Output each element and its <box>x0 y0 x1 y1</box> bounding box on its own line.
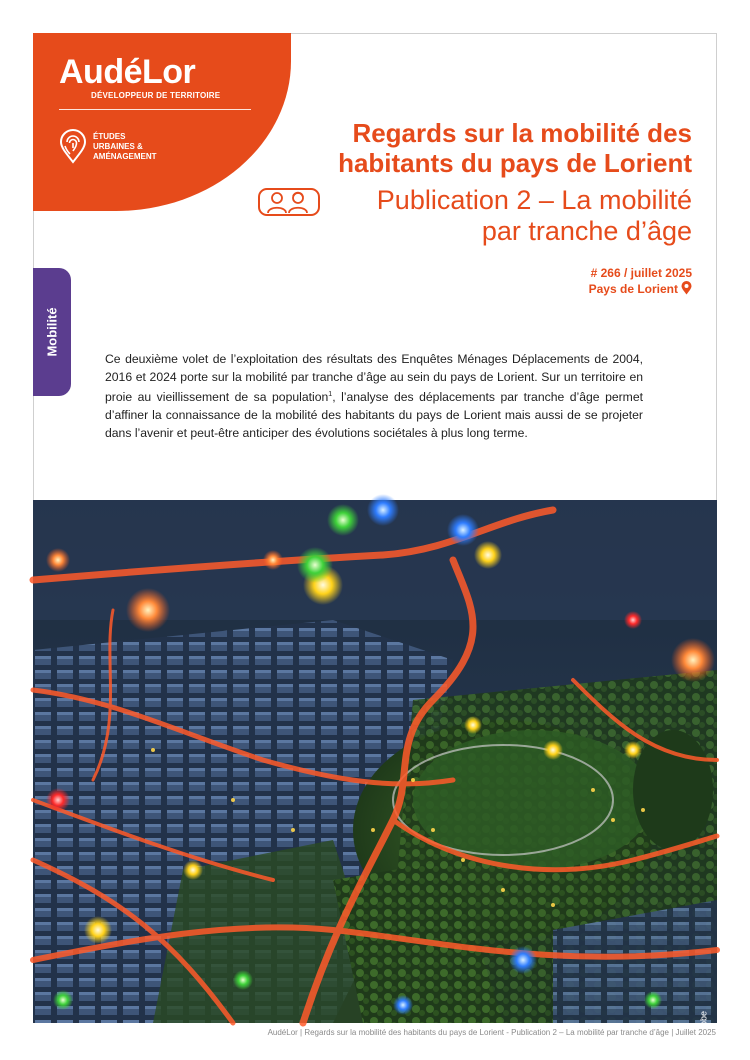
subtitle-line-2: par tranche d’âge <box>481 216 692 246</box>
section-line-3: AMÉNAGEMENT <box>93 152 157 161</box>
title-line-2: habitants du pays de Lorient <box>338 148 692 178</box>
page-title <box>338 118 692 178</box>
people-icon <box>258 187 320 217</box>
footnote-ref: 1 <box>328 391 333 398</box>
photo-credit: © Adobe <box>699 1011 709 1046</box>
brand-tagline: DÉVELOPPEUR DE TERRITOIRE <box>91 91 221 100</box>
theme-label: Mobilité <box>44 307 60 357</box>
issue-area: Pays de Lorient <box>588 282 678 296</box>
theme-tab <box>33 268 71 396</box>
issue-info <box>589 266 692 297</box>
title-line-1: Regards sur la mobilité des <box>352 118 692 148</box>
intro-paragraph <box>105 350 643 442</box>
brand-divider <box>59 109 251 110</box>
section-line-1: ÉTUDES <box>93 132 126 141</box>
fingerprint-pin-icon <box>59 130 87 164</box>
page-footer: AudéLor | Regards sur la mobilité des habitants du pays de Lorient - Publication 2 – La mobilité par tranche d’âge | Juillet 2025 <box>267 1028 716 1037</box>
publication-subtitle <box>377 185 692 247</box>
section-badge <box>59 130 157 169</box>
brand-logo: AudéLor <box>59 53 196 91</box>
issue-number-date: # 266 / juillet 2025 <box>590 266 692 280</box>
intro-text-end: , l’analyse des déplacements par tranche d’âge permet d’affiner la connaissance de la mobilité des habitants du pays de Lorient mais aussi de se projeter dans l’avenir et peut-être anticiper des évolutions sociétales à plus long terme. <box>105 390 644 441</box>
intro-text-start: Ce deuxième volet de l’exploitation des résultats des Enquêtes Ménages Déplacements de 2004, 2016 et 2024 porte sur la mobilité par tranche d’âge au sein du pays de Lorient. Sur un territoire en proie au vieillissement de sa population <box>105 352 643 405</box>
subtitle-line-1: Publication 2 – La mobilité <box>376 185 692 215</box>
city-map-illustration <box>33 500 717 1023</box>
location-pin-icon <box>681 281 692 295</box>
section-line-2: URBAINES & <box>93 142 143 151</box>
